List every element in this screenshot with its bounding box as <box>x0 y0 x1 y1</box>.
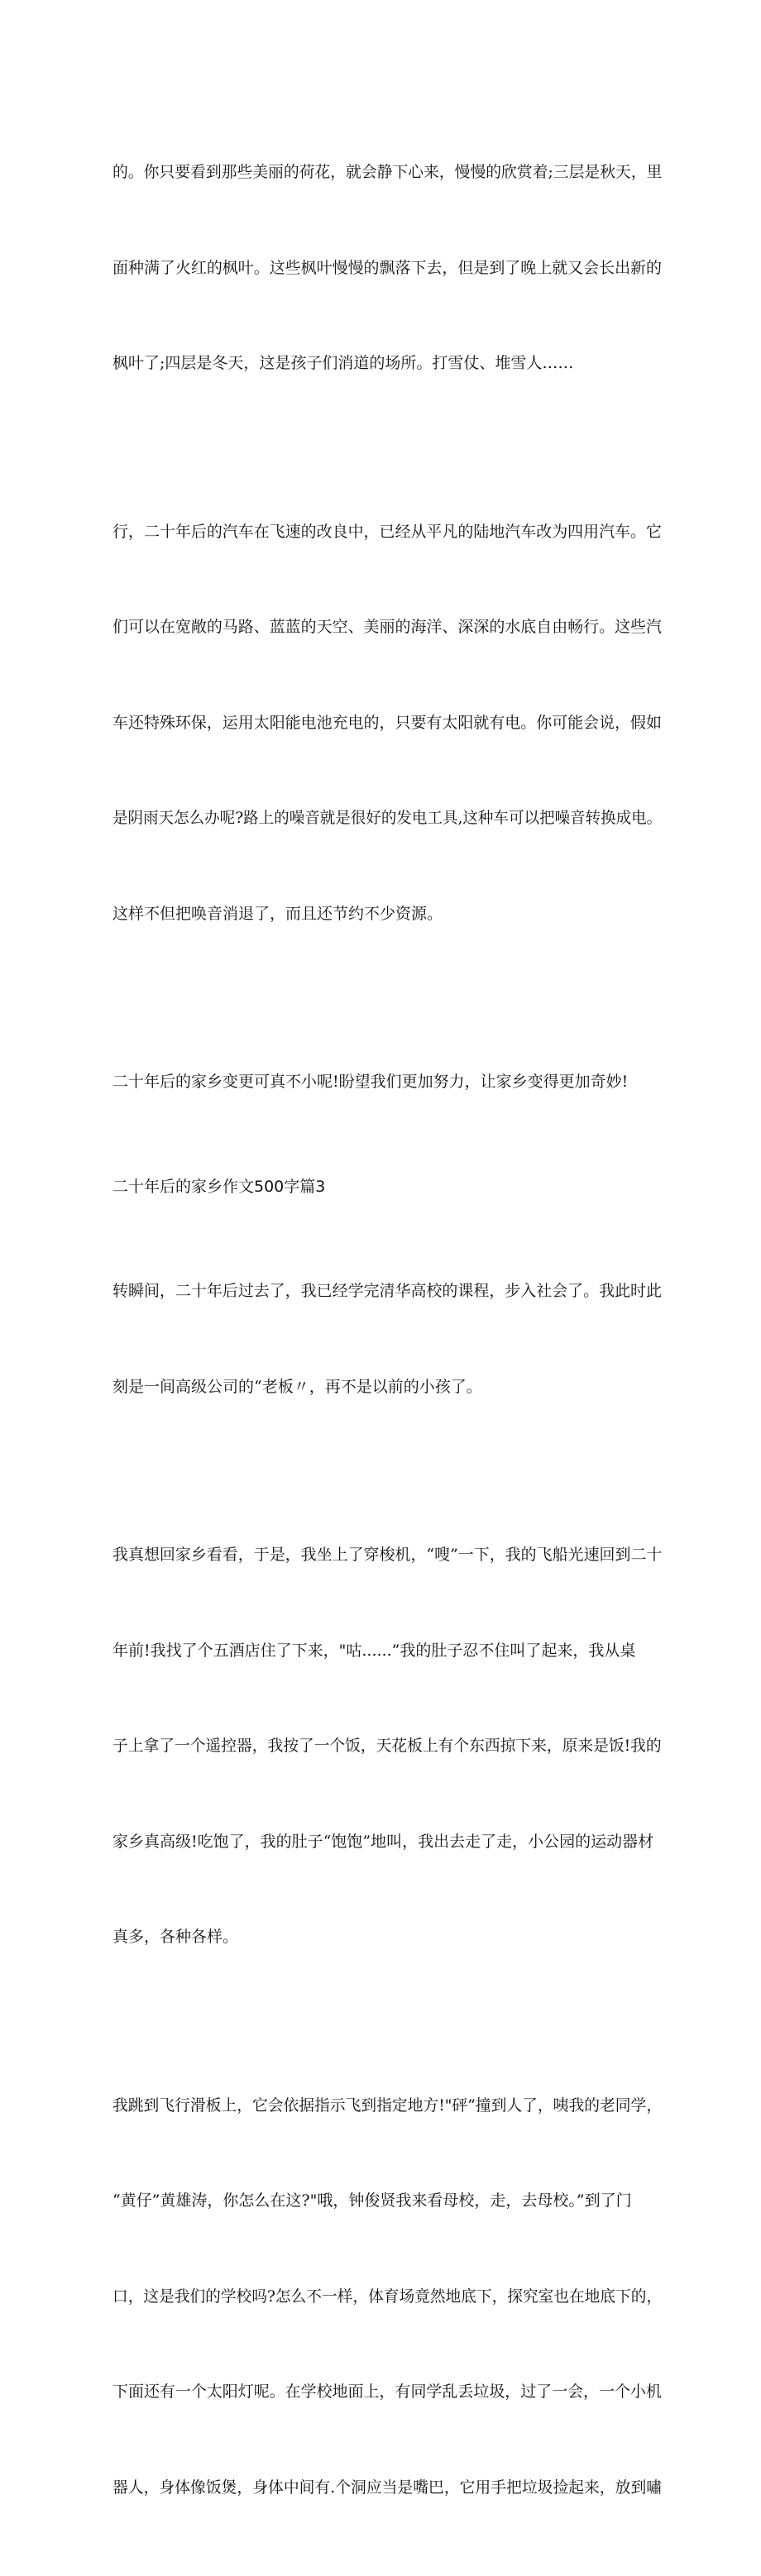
text-line: 我跳到飞行滑板上，它会依据指示飞到指定地方!"砰”撞到人了，咦我的老同学， <box>112 2096 663 2115</box>
text-line: 真多，各种各样。 <box>112 1928 239 1946</box>
heading-text: 二十年后的家乡作文500字篇3 <box>112 1177 326 1196</box>
paragraph-6 <box>112 2026 662 2568</box>
text-line: 们可以在宽敞的马路、蓝蓝的天空、美丽的海洋、深深的水底自由畅行。这些汽 <box>112 618 663 636</box>
text-line: 这样不但把唤音消退了，而且还节约不少资源。 <box>112 904 443 923</box>
paragraph-5 <box>112 1475 662 2017</box>
text-line: 子上拿了一个遥控器，我按了一个饭，天花板上有个东西掠下来，原来是饭!我的 <box>112 1737 662 1755</box>
paragraph-4 <box>112 1212 662 1466</box>
section-heading <box>112 1171 662 1203</box>
text-line: “黄仔”黄雄涛，你怎么在这?"哦，钟俊贤我来看母校，走，去母校。”到了门 <box>112 2191 632 2210</box>
text-line: 二十年后的家乡变更可真不小呢!盼望我们更加努力，让家乡变得更加奇妙! <box>112 1073 629 1091</box>
text-line: 刻是一间高级公司的“老板〃，再不是以前的小孩了。 <box>112 1377 482 1396</box>
text-line: 枫叶了;四层是冬天，这是孩子们消道的场所。打雪仗、堆雪人…… <box>112 354 574 372</box>
text-line: 年前!我找了个五酒店住了下来，"咕......”我的肚子忍不住叫了起来，我从桌 <box>112 1641 636 1660</box>
paragraph-2 <box>112 452 662 994</box>
paragraph-1 <box>112 93 662 443</box>
text-line: 是阴雨天怎么办呢?路上的噪音就是很好的发电工具,这种车可以把噪音转换成电。 <box>112 809 663 827</box>
text-line: 转瞬间，二十年后过去了，我已经学完清华高校的课程，步入社会了。我此时此 <box>112 1282 663 1300</box>
text-line: 家乡真高级!吃饱了，我的肚子“饱饱”地叫，我出去走了走，小公园的运动器材 <box>112 1832 654 1851</box>
text-line: 车还特殊环保，运用太阳能电池充电的，只要有太阳就有电。你可能会说，假如 <box>112 713 663 732</box>
text-line: 下面还有一个太阳灯呢。在学校地面上，有同学乱丢垃圾，过了一会，一个小机 <box>112 2382 663 2401</box>
text-line: 面种满了火红的枫叶。这些枫叶慢慢的飘落下去，但是到了晚上就又会长出新的 <box>112 258 663 277</box>
text-line: 行，二十年后的汽车在飞速的改良中，已经从平凡的陆地汽车改为四用汽车。它 <box>112 522 663 541</box>
text-line: 的。你只要看到那些美丽的荷花，就会静下心来，慢慢的欣赏着;三层是秋天，里 <box>112 163 663 181</box>
document-body <box>112 93 662 2576</box>
text-line: 我真想回家乡看看，于是，我坐上了穿梭机，“嗖”一下，我的飞船光速回到二十 <box>112 1546 663 1564</box>
text-line: 口，这是我们的学校吗?怎么不一样，体育场竟然地底下，探究室也在地底下的， <box>112 2287 663 2306</box>
paragraph-3 <box>112 1002 662 1162</box>
text-line: 器人，身体像饭煲，身体中间有.个洞应当是嘴巴，它用手把垃圾捡起来，放到嘯 <box>112 2478 663 2497</box>
